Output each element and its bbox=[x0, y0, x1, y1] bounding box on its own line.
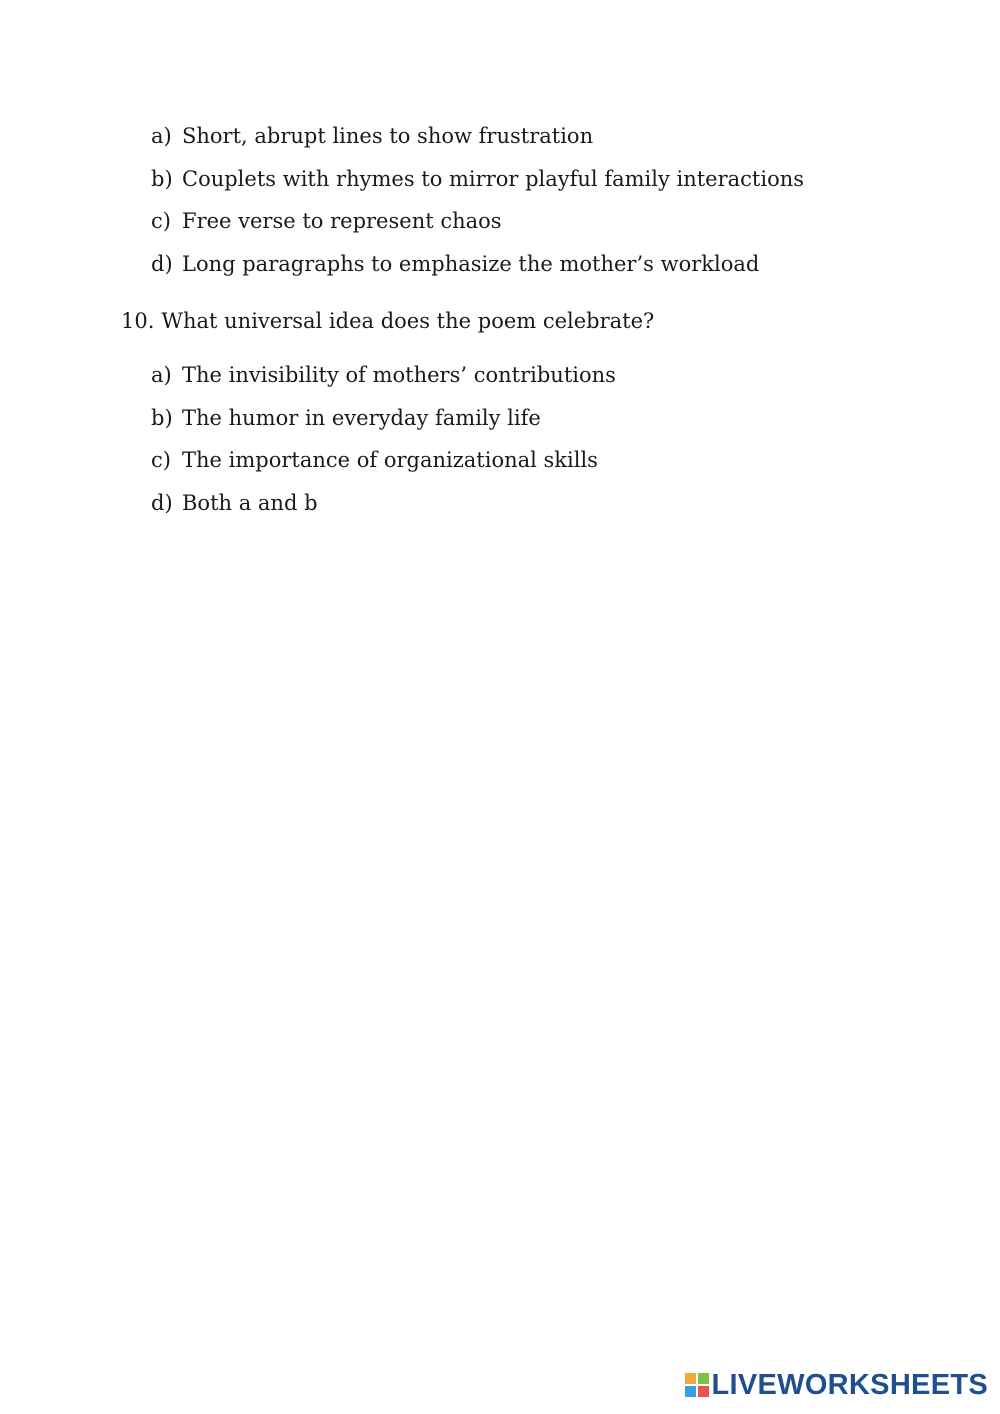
option-item bbox=[151, 354, 616, 397]
option-text: Both a and b bbox=[182, 490, 318, 515]
option-item bbox=[151, 243, 804, 286]
liveworksheets-logo-icon bbox=[685, 1373, 709, 1397]
question-10-options bbox=[151, 354, 616, 524]
option-item bbox=[151, 200, 804, 243]
option-text: The importance of organizational skills bbox=[182, 448, 598, 472]
option-text: The invisibility of mothers’ contributions bbox=[182, 363, 616, 387]
option-item bbox=[151, 439, 616, 482]
option-letter: b) bbox=[151, 166, 173, 191]
option-item bbox=[151, 482, 616, 525]
question-10-prompt bbox=[121, 300, 654, 342]
option-letter: d) bbox=[151, 251, 173, 276]
liveworksheets-watermark bbox=[685, 1370, 989, 1400]
option-text: Short, abrupt lines to show frustration bbox=[182, 124, 594, 148]
option-text: The humor in everyday family life bbox=[182, 405, 541, 430]
question-number: 10. bbox=[121, 309, 155, 333]
option-letter: b) bbox=[151, 405, 173, 430]
option-text: Free verse to represent chaos bbox=[182, 209, 502, 233]
option-letter: c) bbox=[151, 448, 171, 472]
option-text: Long paragraphs to emphasize the mother’s workload bbox=[182, 251, 760, 276]
option-letter: a) bbox=[151, 124, 172, 148]
option-text: Couplets with rhymes to mirror playful family interactions bbox=[182, 166, 805, 191]
option-item bbox=[151, 397, 616, 440]
question-9-options bbox=[151, 115, 804, 285]
option-item bbox=[151, 115, 804, 158]
question-text: What universal idea does the poem celebrate? bbox=[161, 309, 655, 333]
watermark-text: LIVEWORKSHEETS bbox=[711, 1369, 988, 1401]
option-letter: a) bbox=[151, 363, 172, 387]
option-letter: d) bbox=[151, 490, 173, 515]
option-letter: c) bbox=[151, 209, 171, 233]
option-item bbox=[151, 158, 804, 201]
